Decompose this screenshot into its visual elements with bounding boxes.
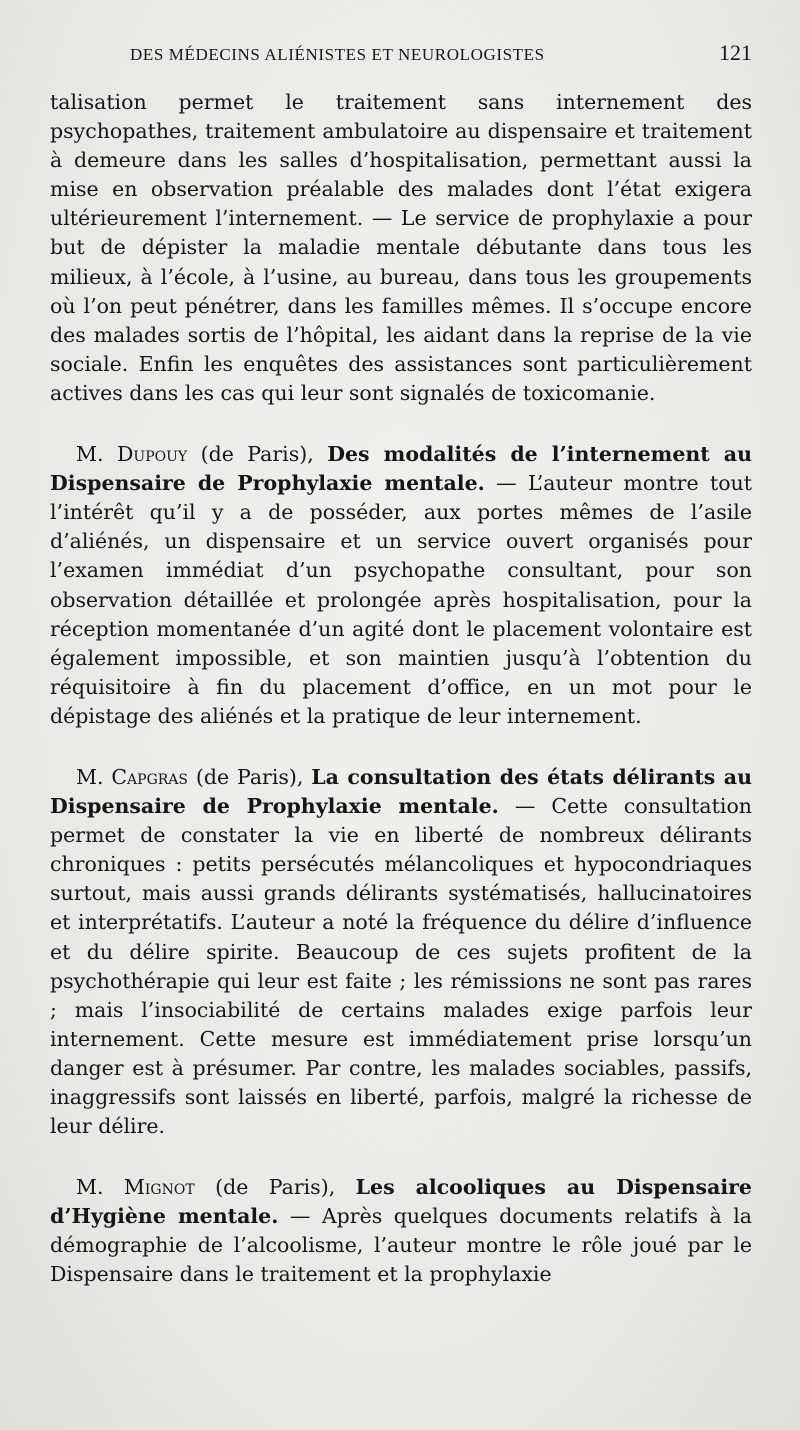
author-name: Capgras <box>111 764 189 789</box>
speaker-prefix: M. <box>76 764 112 789</box>
author-origin: (de Paris), <box>188 764 312 789</box>
running-title: DES MÉDECINS ALIÉNISTES ET NEUROLOGISTES <box>130 45 545 64</box>
speaker-prefix: M. <box>76 1175 124 1200</box>
paragraph-text: talisation permet le traitement sans internement des psychopathes, traitement ambulatoire au dispensaire et traitement à demeure dans les salles d’hospitalisation, permettant aussi la mise en observation préalable des malades dont l’état exigera ultérieurement l’internement. — Le service de prophylaxie a pour but de dépister la maladie mentale débutante dans tous les milieux, à l’école, à l’usine, au bureau, dans tous les groupements où l’on peut pénétrer, dans les familles mêmes. Il s’occupe encore des malades sortis de l’hôpital, les aidant dans la reprise de la vie sociale. Enfin les enquêtes des assistances sont particulièrement actives dans les cas qui leur sont signalés de toxicomanie. <box>50 90 752 405</box>
abstract-text: — Cette consultation permet de constater la vie en liberté de nombreux délirants chroniques : petits persécutés mélancoliques et hypocondriaques surtout, mais aussi grands délirants systématisés, hallucinatoires et interprétatifs. L’auteur a noté la fréquence du délire d’influence et du délire spirite. Beaucoup de ces sujets profitent de la psychothérapie qui leur est faite ; les rémissions ne sont pas rares ; mais l’insociabilité de certains malades exige parfois leur internement. Cette mesure est immédiatement prise lorsqu’un danger est à présumer. Par contre, les malades sociables, passifs, inaggressifs sont laissés en liberté, parfois, malgré la richesse de leur délire. <box>50 794 752 1139</box>
author-name: Dupouy <box>116 442 188 467</box>
abstract-dupouy <box>50 440 752 731</box>
abstract-mignot <box>50 1173 752 1289</box>
abstract-text: — L’auteur montre tout l’intérêt qu’il y a de posséder, aux portes mêmes de l’asile d’aliénés, un dispensaire et un service ouvert organisés pour l’examen immédiat d’un psychopathe consultant, pour son observation détaillée et prolongée après hospitalisation, pour la réception momentanée d’un agité dont le placement volontaire est également impossible, et son maintien jusqu’à l’obtention du réquisitoire à fin du placement d’office, en un mot pour le dépistage des aliénés et la pratique de leur internement. <box>50 471 752 728</box>
speaker-prefix: M. <box>76 442 117 467</box>
author-origin: (de Paris), <box>187 442 328 467</box>
page-number: 121 <box>719 40 752 65</box>
running-header <box>50 40 752 88</box>
continued-paragraph <box>50 88 752 408</box>
author-origin: (de Paris), <box>194 1175 356 1200</box>
communication-title: Les alcooliques au Dispensaire d’Hygiène mentale. <box>50 1175 752 1229</box>
abstract-text: — Après quelques documents relatifs à la démographie de l’alcoolisme, l’auteur montre le rôle joué par le Dispensaire dans le traitement et la prophylaxie <box>50 1204 752 1287</box>
author-name: Mignot <box>123 1175 195 1200</box>
communication-title: Des modalités de l’internement au Dispensaire de Prophylaxie mentale. <box>50 442 752 496</box>
abstract-capgras <box>50 763 752 1141</box>
communication-title: La consultation des états délirants au Dispensaire de Prophylaxie mentale. <box>50 764 752 819</box>
